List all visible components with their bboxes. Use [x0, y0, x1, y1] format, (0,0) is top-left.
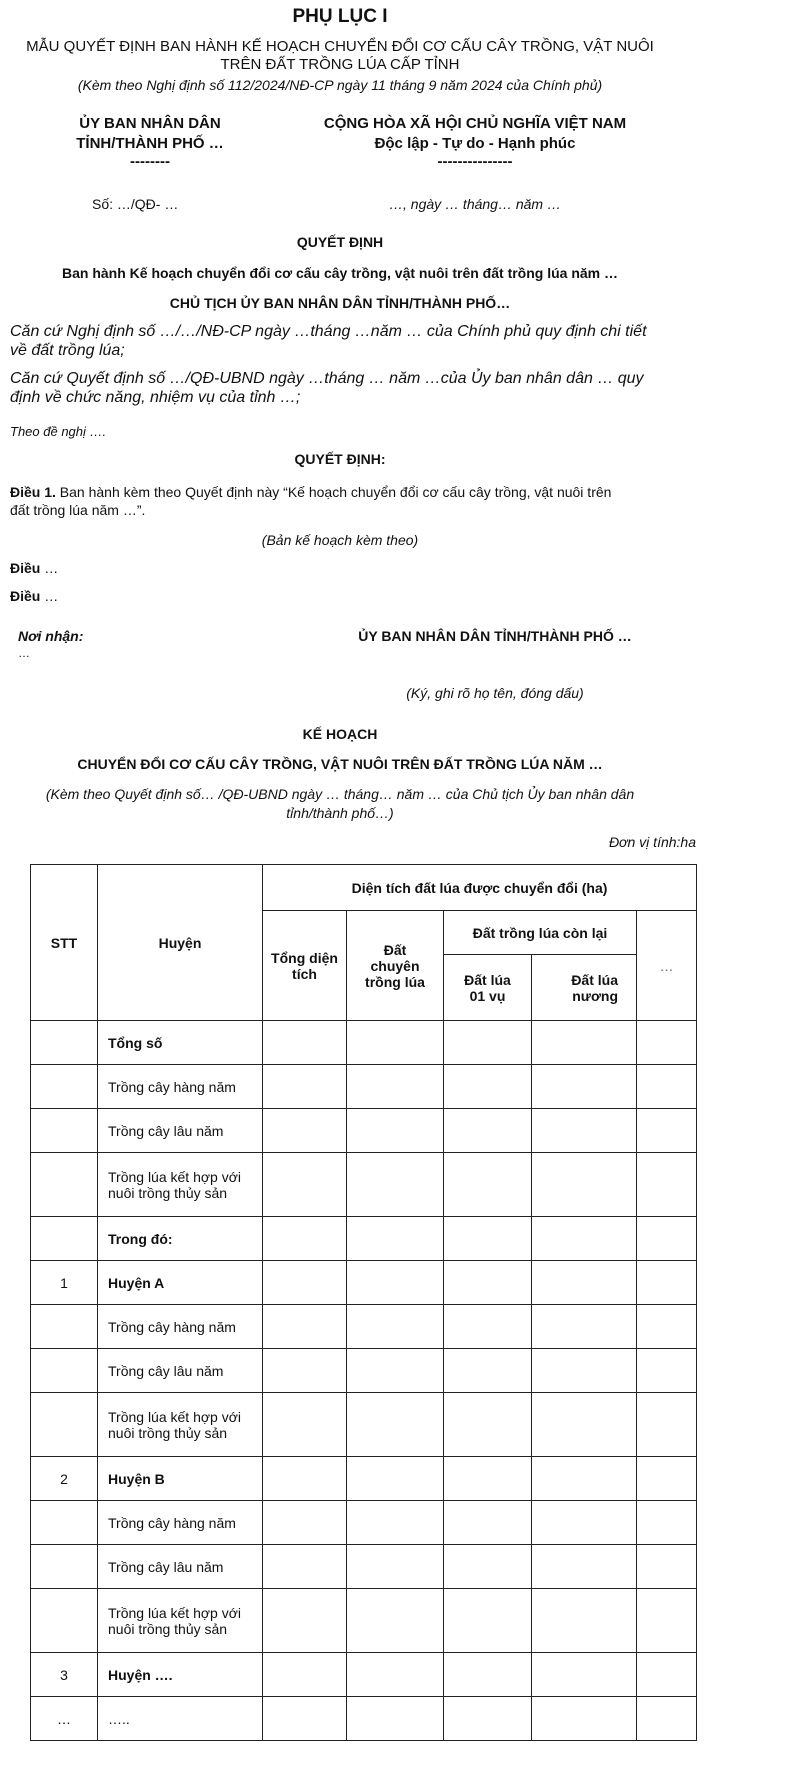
- legal-basis-1-line-1: Căn cứ Nghị định số …/…/NĐ-CP ngày …tháng …năm … của Chính phủ quy định chi tiết: [10, 323, 647, 340]
- col-more: …: [637, 911, 697, 1021]
- row-value-cell: [637, 1697, 697, 1741]
- legal-basis-2: [10, 369, 690, 407]
- plan-attach-note: [0, 785, 680, 823]
- table-row: [31, 1545, 697, 1589]
- row-district-name: Trồng cây hàng năm: [98, 1501, 263, 1545]
- row-value-cell: [263, 1501, 347, 1545]
- row-value-cell: [347, 1501, 444, 1545]
- table-row: [31, 1153, 697, 1217]
- row-value-cell: [263, 1109, 347, 1153]
- row-value-cell: [444, 1065, 532, 1109]
- appendix-title: PHỤ LỤC I: [292, 6, 388, 27]
- row-value-cell: [444, 1349, 532, 1393]
- row-value-cell: [263, 1393, 347, 1457]
- table-row: [31, 1021, 697, 1065]
- motto-divider: ---------------: [437, 153, 513, 170]
- table-row: [31, 1501, 697, 1545]
- legal-basis-1: [10, 322, 690, 360]
- row-value-cell: [637, 1261, 697, 1305]
- recipients-label: Nơi nhận:: [18, 628, 84, 644]
- row-value-cell: [263, 1545, 347, 1589]
- decree-attach-note: (Kèm theo Nghị định số 112/2024/NĐ-CP ngày 11 tháng 9 năm 2024 của Chính phủ): [77, 77, 603, 93]
- row-district-name: Trồng cây hàng năm: [98, 1065, 263, 1109]
- row-stt: [31, 1065, 98, 1109]
- row-value-cell: [347, 1305, 444, 1349]
- signature-note: (Ký, ghi rõ họ tên, đóng dấu): [406, 685, 584, 701]
- row-value-cell: [532, 1217, 637, 1261]
- row-district-name: Trồng cây lâu năm: [98, 1349, 263, 1393]
- table-body: [31, 1021, 697, 1741]
- plan-attach-note-line-2: tỉnh/thành phố…): [286, 805, 394, 821]
- row-stt: [31, 1589, 98, 1653]
- signing-organization: ỦY BAN NHÂN DÂN TỈNH/THÀNH PHỐ …: [358, 628, 632, 644]
- conversion-plan-table: [30, 864, 697, 1741]
- row-district-name: Huyện B: [98, 1457, 263, 1501]
- table-row: [31, 1697, 697, 1741]
- article-x1: [10, 560, 58, 576]
- row-value-cell: [637, 1457, 697, 1501]
- row-value-cell: [444, 1697, 532, 1741]
- issuer-block: [45, 114, 255, 170]
- issuer-line-1: ỦY BAN NHÂN DÂN: [79, 115, 221, 132]
- row-stt: [31, 1545, 98, 1589]
- row-value-cell: [532, 1349, 637, 1393]
- row-value-cell: [263, 1153, 347, 1217]
- row-value-cell: [347, 1545, 444, 1589]
- row-value-cell: [444, 1393, 532, 1457]
- row-value-cell: [637, 1349, 697, 1393]
- row-value-cell: [347, 1589, 444, 1653]
- row-value-cell: [263, 1653, 347, 1697]
- row-value-cell: [637, 1653, 697, 1697]
- col-group-converted-area: Diện tích đất lúa được chuyển đổi (ha): [263, 865, 697, 911]
- row-value-cell: [444, 1457, 532, 1501]
- col-stt: STT: [31, 865, 98, 1021]
- legal-basis-2-line-1: Căn cứ Quyết định số …/QĐ-UBND ngày …tháng … năm …của Ủy ban nhân dân … quy: [10, 370, 644, 387]
- row-value-cell: [347, 1065, 444, 1109]
- article-1-label: Điều 1.: [10, 484, 56, 500]
- row-value-cell: [347, 1153, 444, 1217]
- row-stt: 3: [31, 1653, 98, 1697]
- article-x2: [10, 588, 58, 604]
- row-value-cell: [347, 1457, 444, 1501]
- article-x2-text: …: [40, 588, 59, 604]
- row-district-name: Trồng cây lâu năm: [98, 1109, 263, 1153]
- row-value-cell: [263, 1349, 347, 1393]
- table-row: [31, 1349, 697, 1393]
- row-value-cell: [532, 1545, 637, 1589]
- row-value-cell: [637, 1021, 697, 1065]
- row-district-name: …..: [98, 1697, 263, 1741]
- place-date: …, ngày … tháng… năm …: [389, 196, 561, 212]
- row-value-cell: [532, 1589, 637, 1653]
- row-stt: [31, 1501, 98, 1545]
- row-stt: [31, 1109, 98, 1153]
- col-single-crop: Đất lúa 01 vụ: [444, 955, 532, 1021]
- row-value-cell: [263, 1457, 347, 1501]
- legal-basis-1-line-2: về đất trồng lúa;: [10, 342, 125, 359]
- article-1-text-cont: đất trồng lúa năm …”.: [10, 502, 146, 518]
- row-value-cell: [444, 1545, 532, 1589]
- article-x1-label: Điều: [10, 560, 41, 576]
- article-1: [10, 483, 690, 519]
- row-value-cell: [444, 1153, 532, 1217]
- table-row: [31, 1393, 697, 1457]
- row-value-cell: [444, 1217, 532, 1261]
- row-value-cell: [532, 1653, 637, 1697]
- row-district-name: Trồng cây lâu năm: [98, 1545, 263, 1589]
- plan-attach-note-line-1: (Kèm theo Quyết định số… /QĐ-UBND ngày … tháng… năm … của Chủ tịch Ủy ban nhân dân: [45, 786, 635, 802]
- row-district-name: Trong đó:: [98, 1217, 263, 1261]
- decision-authority: CHỦ TỊCH ỦY BAN NHÂN DÂN TỈNH/THÀNH PHỐ…: [169, 295, 511, 311]
- decides-heading: QUYẾT ĐỊNH:: [294, 451, 386, 467]
- table-row: [31, 1589, 697, 1653]
- decision-subject: Ban hành Kế hoạch chuyển đổi cơ cấu cây trồng, vật nuôi trên đất trồng lúa năm …: [61, 265, 619, 281]
- row-value-cell: [637, 1065, 697, 1109]
- row-value-cell: [532, 1021, 637, 1065]
- nation-name: CỘNG HÒA XÃ HỘI CHỦ NGHĨA VIỆT NAM: [323, 115, 627, 132]
- issuer-line-2: TỈNH/THÀNH PHỐ …: [76, 135, 224, 152]
- row-value-cell: [532, 1153, 637, 1217]
- row-value-cell: [532, 1109, 637, 1153]
- table-row: [31, 1065, 697, 1109]
- row-value-cell: [347, 1109, 444, 1153]
- row-value-cell: [637, 1501, 697, 1545]
- document-number: Số: …/QĐ- …: [92, 196, 179, 212]
- row-value-cell: [347, 1217, 444, 1261]
- row-stt: 2: [31, 1457, 98, 1501]
- table-row: [31, 1653, 697, 1697]
- col-upland-rice: Đất lúa nương: [532, 955, 637, 1021]
- row-value-cell: [263, 1305, 347, 1349]
- row-value-cell: [444, 1261, 532, 1305]
- unit-label: Đơn vị tính:ha: [608, 834, 696, 850]
- col-remaining-rice: Đất trồng lúa còn lại: [444, 911, 637, 955]
- row-value-cell: [263, 1217, 347, 1261]
- row-value-cell: [263, 1261, 347, 1305]
- row-value-cell: [532, 1697, 637, 1741]
- col-specialized-rice: Đất chuyên trồng lúa: [347, 911, 444, 1021]
- row-value-cell: [637, 1217, 697, 1261]
- row-district-name: Trồng lúa kết hợp với nuôi trồng thủy sản: [98, 1393, 263, 1457]
- row-value-cell: [347, 1653, 444, 1697]
- row-value-cell: [263, 1021, 347, 1065]
- row-value-cell: [532, 1457, 637, 1501]
- row-stt: 1: [31, 1261, 98, 1305]
- table-row: [31, 1261, 697, 1305]
- row-value-cell: [444, 1589, 532, 1653]
- article-1-text: Ban hành kèm theo Quyết định này “Kế hoạch chuyển đổi cơ cấu cây trồng, vật nuôi trên: [55, 484, 612, 500]
- row-value-cell: [637, 1109, 697, 1153]
- row-value-cell: [637, 1589, 697, 1653]
- table-row: [31, 1217, 697, 1261]
- legal-basis-2-line-2: định về chức năng, nhiệm vụ của tỉnh …;: [10, 389, 301, 406]
- row-value-cell: [444, 1305, 532, 1349]
- col-total-area: Tổng diện tích: [263, 911, 347, 1021]
- row-value-cell: [532, 1261, 637, 1305]
- row-value-cell: [444, 1501, 532, 1545]
- table-row: [31, 1457, 697, 1501]
- attached-plan-note: (Bản kế hoạch kèm theo): [261, 532, 419, 548]
- row-value-cell: [637, 1545, 697, 1589]
- motto: Độc lập - Tự do - Hạnh phúc: [374, 135, 576, 152]
- row-value-cell: [347, 1021, 444, 1065]
- form-title-line-2: TRÊN ĐẤT TRỒNG LÚA CẤP TỈNH: [220, 56, 460, 73]
- row-value-cell: [637, 1305, 697, 1349]
- row-value-cell: [263, 1065, 347, 1109]
- row-value-cell: [637, 1153, 697, 1217]
- row-value-cell: [263, 1589, 347, 1653]
- row-value-cell: [347, 1349, 444, 1393]
- national-motto-block: [290, 114, 660, 170]
- row-stt: [31, 1393, 98, 1457]
- row-value-cell: [532, 1305, 637, 1349]
- row-value-cell: [637, 1393, 697, 1457]
- row-value-cell: [347, 1393, 444, 1457]
- recipients-value: …: [18, 646, 30, 660]
- row-stt: [31, 1217, 98, 1261]
- row-value-cell: [263, 1697, 347, 1741]
- col-district: Huyện: [98, 865, 263, 1021]
- row-stt: [31, 1305, 98, 1349]
- issuer-divider: --------: [130, 153, 170, 170]
- table-row: [31, 1305, 697, 1349]
- plan-title: KẾ HOẠCH: [302, 726, 378, 742]
- row-district-name: Huyện A: [98, 1261, 263, 1305]
- table-row: [31, 1109, 697, 1153]
- row-value-cell: [532, 1393, 637, 1457]
- row-value-cell: [347, 1697, 444, 1741]
- row-value-cell: [444, 1653, 532, 1697]
- decision-title: QUYẾT ĐỊNH: [296, 234, 384, 250]
- row-value-cell: [444, 1021, 532, 1065]
- row-district-name: Trồng lúa kết hợp với nuôi trồng thủy sản: [98, 1589, 263, 1653]
- row-stt: [31, 1349, 98, 1393]
- row-value-cell: [347, 1261, 444, 1305]
- row-district-name: Trồng cây hàng năm: [98, 1305, 263, 1349]
- row-district-name: Huyện ….: [98, 1653, 263, 1697]
- article-x2-label: Điều: [10, 588, 41, 604]
- form-title-line-1: MẪU QUYẾT ĐỊNH BAN HÀNH KẾ HOẠCH CHUYỂN ĐỔI CƠ CẤU CÂY TRỒNG, VẬT NUÔI: [26, 38, 654, 55]
- row-district-name: Trồng lúa kết hợp với nuôi trồng thủy sản: [98, 1153, 263, 1217]
- row-stt: [31, 1021, 98, 1065]
- row-stt: …: [31, 1697, 98, 1741]
- proposal-line: Theo đề nghị ….: [10, 424, 107, 439]
- row-value-cell: [532, 1501, 637, 1545]
- plan-subtitle: CHUYỂN ĐỔI CƠ CẤU CÂY TRỒNG, VẬT NUÔI TRÊN ĐẤT TRỒNG LÚA NĂM …: [77, 756, 603, 772]
- article-x1-text: …: [40, 560, 59, 576]
- row-district-name: Tổng số: [98, 1021, 263, 1065]
- row-stt: [31, 1153, 98, 1217]
- row-value-cell: [532, 1065, 637, 1109]
- row-value-cell: [444, 1109, 532, 1153]
